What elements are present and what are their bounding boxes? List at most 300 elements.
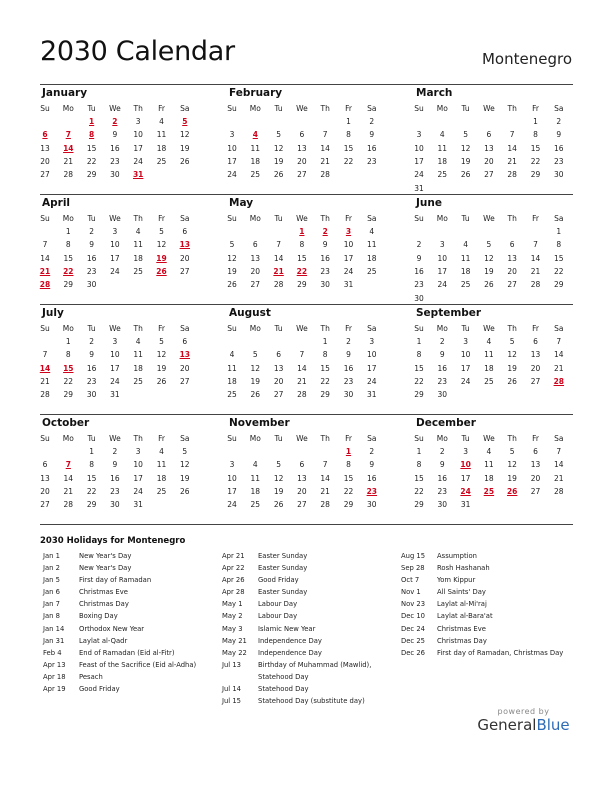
calendar-day: 23 xyxy=(437,376,448,386)
weekday-header: Su xyxy=(414,324,424,333)
holiday-date: May 2 xyxy=(222,612,243,621)
calendar-day: 20 xyxy=(507,266,517,276)
weekday-header: Mo xyxy=(436,434,448,443)
country-name: Montenegro xyxy=(481,50,572,68)
month-name: April xyxy=(42,197,71,209)
weekday-header: We xyxy=(296,104,308,113)
weekday-header: Tu xyxy=(461,214,470,223)
calendar-day: 23 xyxy=(320,266,330,276)
calendar-day: 3 xyxy=(463,337,468,346)
holiday-day: 22 xyxy=(63,266,74,276)
calendar-day: 27 xyxy=(530,486,541,496)
calendar-day: 23 xyxy=(437,486,448,496)
calendar-day: 4 xyxy=(229,350,235,360)
holiday-date: Apr 26 xyxy=(222,576,245,585)
holiday-name: First day of Ramadan xyxy=(79,576,152,585)
holiday-name: Rosh Hashanah xyxy=(437,564,490,573)
holiday-day: 28 xyxy=(39,280,51,290)
calendar-day: 4 xyxy=(369,227,375,236)
calendar-day: 7 xyxy=(42,240,48,250)
calendar-day: 8 xyxy=(556,240,562,250)
calendar-day: 25 xyxy=(437,170,448,180)
calendar-day: 7 xyxy=(42,350,48,360)
month-name: March xyxy=(416,87,453,99)
calendar-day: 25 xyxy=(484,376,494,386)
calendar-day: 14 xyxy=(507,143,517,153)
calendar-day: 14 xyxy=(297,363,307,373)
calendar-day: 25 xyxy=(367,266,377,276)
calendar-day: 30 xyxy=(86,280,97,290)
calendar-day: 9 xyxy=(112,130,118,140)
calendar-day: 17 xyxy=(367,363,377,373)
calendar-day: 28 xyxy=(40,390,50,400)
calendar-day: 20 xyxy=(250,266,261,276)
calendar-day: 13 xyxy=(530,350,541,360)
calendar-day: 6 xyxy=(42,460,48,470)
calendar-day: 14 xyxy=(40,253,50,263)
calendar-day: 12 xyxy=(180,460,190,470)
holiday-name: Islamic New Year xyxy=(258,624,316,633)
calendar-day: 18 xyxy=(227,376,237,386)
holiday-date: Dec 25 xyxy=(401,636,425,645)
holiday-name: Christmas Eve xyxy=(79,588,128,597)
holiday-name: Pesach xyxy=(79,672,103,681)
calendar-day: 24 xyxy=(133,486,143,496)
calendar-day: 10 xyxy=(133,130,143,140)
weekday-header: Su xyxy=(40,434,50,443)
calendar-day: 1 xyxy=(322,337,328,346)
weekday-header: Th xyxy=(320,324,330,333)
calendar-day: 16 xyxy=(554,143,564,153)
calendar-day: 28 xyxy=(320,170,330,180)
holiday-day: 21 xyxy=(273,266,284,276)
calendar-day: 27 xyxy=(507,280,517,290)
calendar-day: 1 xyxy=(65,337,71,346)
holiday-day: 22 xyxy=(296,266,308,276)
calendar-day: 2 xyxy=(439,447,445,456)
calendar-day: 13 xyxy=(507,253,517,263)
calendar-day: 21 xyxy=(530,266,541,276)
weekday-header: Th xyxy=(507,324,517,333)
holiday-day: 31 xyxy=(132,170,144,180)
calendar-day: 26 xyxy=(227,280,237,290)
weekday-header: Sa xyxy=(367,434,377,443)
calendar-day: 21 xyxy=(320,156,330,166)
weekday-header: Su xyxy=(414,434,424,443)
calendar-day: 19 xyxy=(156,363,167,373)
calendar-day: 16 xyxy=(367,473,377,483)
month-november xyxy=(227,414,402,524)
calendar-day: 28 xyxy=(554,486,564,496)
holiday-name: Labour Day xyxy=(258,612,298,621)
calendar-day: 2 xyxy=(369,117,375,126)
calendar-day: 17 xyxy=(437,266,448,276)
calendar-day: 28 xyxy=(273,280,284,290)
calendar-day: 30 xyxy=(437,500,448,510)
calendar-day: 24 xyxy=(437,280,448,290)
holiday-date: Jan 7 xyxy=(43,600,60,609)
calendar-day: 6 xyxy=(182,227,188,236)
calendar-day: 13 xyxy=(297,143,307,153)
calendar-day: 10 xyxy=(414,143,424,153)
calendar-day: 15 xyxy=(414,363,424,373)
holiday-date: Jul 13 xyxy=(222,660,242,669)
weekday-header: Fr xyxy=(532,104,539,113)
calendar-day: 26 xyxy=(484,280,494,290)
calendar-day: 21 xyxy=(507,156,517,166)
holiday-date: Dec 24 xyxy=(401,624,425,633)
calendar-day: 22 xyxy=(86,156,97,166)
holiday-name: Yom Kippur xyxy=(437,576,476,585)
calendar-day: 22 xyxy=(554,266,564,276)
months-grid xyxy=(40,84,573,525)
calendar-day: 15 xyxy=(343,143,354,153)
weekday-header: Su xyxy=(414,214,424,223)
calendar-day: 27 xyxy=(40,170,50,180)
weekday-header: Tu xyxy=(461,104,470,113)
weekday-header: Mo xyxy=(436,214,448,223)
calendar-day: 24 xyxy=(227,170,237,180)
calendar-day: 11 xyxy=(227,363,237,373)
calendar-day: 29 xyxy=(530,170,541,180)
holiday-day: 5 xyxy=(182,117,188,126)
calendar-day: 12 xyxy=(460,143,471,153)
calendar-day: 15 xyxy=(63,253,74,263)
holiday-day: 7 xyxy=(65,130,71,140)
calendar-day: 23 xyxy=(110,156,120,166)
calendar-day: 23 xyxy=(110,486,120,496)
calendar-day: 18 xyxy=(156,143,167,153)
calendar-day: 22 xyxy=(343,486,354,496)
calendar-day: 26 xyxy=(273,500,284,510)
holiday-day: 10 xyxy=(460,460,471,470)
holiday-name: Christmas Eve xyxy=(437,624,486,633)
calendar-day: 5 xyxy=(229,240,235,250)
holiday-date: Jul 14 xyxy=(222,685,242,694)
calendar-day: 20 xyxy=(484,156,494,166)
month-january xyxy=(40,84,215,194)
calendar-day: 20 xyxy=(40,486,50,496)
calendar-day: 30 xyxy=(110,170,120,180)
calendar-day: 26 xyxy=(180,486,190,496)
calendar-day: 18 xyxy=(133,253,143,263)
weekday-header: We xyxy=(483,104,495,113)
calendar-day: 2 xyxy=(89,227,94,236)
calendar-day: 7 xyxy=(276,240,281,250)
calendar-day: 4 xyxy=(159,117,164,126)
weekday-header: We xyxy=(483,214,495,223)
calendar-day: 5 xyxy=(463,130,468,140)
calendar-day: 24 xyxy=(110,376,120,386)
brand-name: GeneralBlue xyxy=(477,716,570,734)
calendar-day: 30 xyxy=(343,390,354,400)
calendar-day: 24 xyxy=(367,376,377,386)
weekday-header: Su xyxy=(227,324,237,333)
weekday-header: Sa xyxy=(180,104,190,113)
holiday-date: May 1 xyxy=(222,600,243,609)
calendar-day: 4 xyxy=(486,337,492,346)
calendar-day: 12 xyxy=(484,253,494,263)
calendar-day: 13 xyxy=(484,143,494,153)
calendar-day: 2 xyxy=(439,337,445,346)
calendar-day: 17 xyxy=(133,473,143,483)
calendar-day: 31 xyxy=(110,390,120,400)
calendar-day: 8 xyxy=(346,460,351,470)
weekday-header: Th xyxy=(133,434,143,443)
weekday-header: Fr xyxy=(532,434,539,443)
holiday-name: Boxing Day xyxy=(79,612,118,621)
powered-by: powered by xyxy=(497,707,550,716)
calendar-day: 19 xyxy=(507,363,517,373)
weekday-header: We xyxy=(109,104,121,113)
holiday-name: Independence Day xyxy=(258,648,322,657)
calendar-day: 2 xyxy=(416,240,422,250)
calendar-day: 11 xyxy=(133,350,143,360)
weekday-header: We xyxy=(109,324,121,333)
calendar-day: 18 xyxy=(437,156,448,166)
calendar-day: 22 xyxy=(414,486,424,496)
calendar-day: 25 xyxy=(156,486,167,496)
weekday-header: Su xyxy=(40,104,50,113)
calendar-day: 17 xyxy=(460,363,471,373)
calendar-day: 26 xyxy=(273,170,284,180)
calendar-day: 27 xyxy=(530,376,541,386)
calendar-day: 21 xyxy=(297,376,307,386)
calendar-day: 23 xyxy=(554,156,564,166)
calendar-day: 28 xyxy=(320,500,330,510)
calendar-day: 19 xyxy=(273,486,284,496)
calendar-day: 31 xyxy=(460,500,471,510)
calendar-day: 16 xyxy=(437,473,448,483)
weekday-header: Th xyxy=(133,214,143,223)
holiday-date: Jan 6 xyxy=(43,588,60,597)
holiday-date: Sep 28 xyxy=(401,564,425,573)
weekday-header: Th xyxy=(507,104,517,113)
holiday-day: 23 xyxy=(366,486,378,496)
month-june xyxy=(414,194,589,304)
calendar-day: 1 xyxy=(533,117,538,126)
calendar-day: 7 xyxy=(556,337,562,346)
month-february xyxy=(227,84,402,194)
weekday-header: Th xyxy=(320,434,330,443)
calendar-day: 6 xyxy=(276,350,281,360)
calendar-day: 3 xyxy=(439,240,445,250)
calendar-day: 31 xyxy=(133,500,143,510)
calendar-day: 12 xyxy=(180,130,190,140)
holiday-date: Dec 10 xyxy=(401,612,425,621)
month-name: August xyxy=(229,307,271,319)
calendar-day: 9 xyxy=(112,460,118,470)
calendar-day: 31 xyxy=(367,390,377,400)
weekday-header: Sa xyxy=(180,324,190,333)
holiday-date: May 21 xyxy=(222,636,247,645)
calendar-day: 14 xyxy=(320,473,330,483)
calendar-day: 7 xyxy=(556,447,562,456)
weekday-header: Tu xyxy=(274,104,283,113)
calendar-day: 23 xyxy=(86,376,97,386)
holiday-date: May 22 xyxy=(222,648,247,657)
weekday-header: We xyxy=(109,434,121,443)
weekday-header: Mo xyxy=(62,104,74,113)
calendar-day: 29 xyxy=(320,390,330,400)
calendar-day: 10 xyxy=(227,473,237,483)
weekday-header: Tu xyxy=(274,324,283,333)
month-name: September xyxy=(416,307,482,319)
calendar-day: 16 xyxy=(414,266,424,276)
holiday-name: Statehood Day xyxy=(258,672,309,681)
weekday-header: Th xyxy=(320,104,330,113)
calendar-day: 24 xyxy=(414,170,424,180)
calendar-day: 7 xyxy=(533,240,538,250)
calendar-day: 6 xyxy=(533,447,538,456)
holiday-name: New Year's Day xyxy=(79,552,132,560)
holiday-date: Jan 31 xyxy=(43,636,65,645)
page-title: 2030 Calendar xyxy=(40,36,235,67)
holiday-name: End of Ramadan (Eid al-Fitr) xyxy=(79,648,175,657)
holiday-date: Apr 18 xyxy=(43,672,66,681)
calendar-day: 26 xyxy=(250,390,261,400)
calendar-day: 3 xyxy=(463,447,468,456)
weekday-header: Mo xyxy=(62,434,74,443)
calendar-day: 6 xyxy=(299,460,305,470)
calendar-day: 10 xyxy=(460,350,471,360)
weekday-header: Mo xyxy=(436,104,448,113)
calendar-day: 14 xyxy=(273,253,284,263)
calendar-day: 12 xyxy=(156,350,167,360)
month-april xyxy=(40,194,215,304)
calendar-day: 13 xyxy=(40,473,50,483)
calendar-day: 29 xyxy=(343,500,354,510)
calendar-day: 16 xyxy=(320,253,330,263)
calendar-day: 18 xyxy=(460,266,471,276)
calendar-day: 6 xyxy=(252,240,258,250)
calendar-day: 22 xyxy=(320,376,330,386)
calendar-day: 29 xyxy=(63,390,74,400)
holiday-date: Dec 26 xyxy=(401,648,425,657)
holiday-name: Orthodox New Year xyxy=(79,624,145,633)
calendar-day: 20 xyxy=(40,156,50,166)
holiday-name: Good Friday xyxy=(258,576,299,585)
holiday-date: Jan 1 xyxy=(43,552,60,560)
calendar-day: 20 xyxy=(530,363,541,373)
weekday-header: We xyxy=(296,214,308,223)
holiday-name: Good Friday xyxy=(79,685,120,694)
calendar-day: 9 xyxy=(89,240,94,250)
calendar-day: 31 xyxy=(414,183,424,193)
weekday-header: Th xyxy=(320,214,330,223)
calendar-day: 1 xyxy=(65,227,71,236)
calendar-day: 31 xyxy=(343,280,354,290)
calendar-day: 13 xyxy=(530,460,541,470)
calendar-day: 22 xyxy=(343,156,354,166)
holiday-name: Statehood Day (substitute day) xyxy=(258,697,365,706)
calendar-day: 25 xyxy=(133,376,143,386)
weekday-header: Th xyxy=(507,434,517,443)
weekday-header: Th xyxy=(133,324,143,333)
holiday-day: 1 xyxy=(88,117,95,126)
calendar-day: 11 xyxy=(460,253,471,263)
calendar-day: 12 xyxy=(273,143,284,153)
calendar-day: 21 xyxy=(63,156,74,166)
calendar-day: 5 xyxy=(159,227,164,236)
calendar-day: 9 xyxy=(346,350,351,360)
calendar-day: 20 xyxy=(180,253,190,263)
holiday-day: 1 xyxy=(299,227,305,236)
calendar-day: 24 xyxy=(460,376,471,386)
calendar-day: 6 xyxy=(182,337,188,346)
calendar-day: 14 xyxy=(554,350,564,360)
holiday-day: 24 xyxy=(460,486,471,496)
calendar-day: 11 xyxy=(250,473,261,483)
calendar-day: 15 xyxy=(297,253,307,263)
holiday-date: Apr 28 xyxy=(222,588,245,597)
weekday-header: We xyxy=(109,214,121,223)
calendar-day: 18 xyxy=(367,253,377,263)
holiday-day: 13 xyxy=(179,240,191,250)
calendar-day: 28 xyxy=(507,170,517,180)
month-name: June xyxy=(416,197,442,209)
weekday-header: We xyxy=(296,324,308,333)
calendar-day: 12 xyxy=(250,363,261,373)
calendar-day: 17 xyxy=(460,473,471,483)
weekday-header: Su xyxy=(40,214,50,223)
calendar-day: 26 xyxy=(180,156,190,166)
calendar-day: 18 xyxy=(156,473,167,483)
calendar-day: 9 xyxy=(369,130,375,140)
weekday-header: We xyxy=(483,434,495,443)
calendar-day: 30 xyxy=(414,293,424,303)
weekday-header: Sa xyxy=(554,434,564,443)
calendar-day: 3 xyxy=(112,337,118,346)
calendar-day: 17 xyxy=(133,143,143,153)
weekday-header: Mo xyxy=(249,434,261,443)
weekday-header: Su xyxy=(414,104,424,113)
calendar-day: 22 xyxy=(86,486,97,496)
calendar-day: 30 xyxy=(367,500,377,510)
calendar-day: 5 xyxy=(182,447,188,456)
holiday-date: Aug 15 xyxy=(401,552,426,560)
holiday-name: All Saints' Day xyxy=(437,588,486,597)
calendar-day: 10 xyxy=(110,350,120,360)
calendar-day: 21 xyxy=(40,376,50,386)
calendar-day: 19 xyxy=(180,143,190,153)
calendar-day: 10 xyxy=(110,240,120,250)
calendar-day: 11 xyxy=(156,460,167,470)
calendar-day: 21 xyxy=(320,486,330,496)
calendar-day: 16 xyxy=(110,473,120,483)
weekday-header: Sa xyxy=(367,104,377,113)
calendar-day: 21 xyxy=(554,473,564,483)
calendar-day: 19 xyxy=(507,473,517,483)
calendar-day: 13 xyxy=(40,143,50,153)
calendar-day: 4 xyxy=(135,337,141,346)
weekday-header: Sa xyxy=(367,324,377,333)
calendar-day: 8 xyxy=(89,460,94,470)
calendar-day: 25 xyxy=(156,156,167,166)
calendar-day: 28 xyxy=(63,170,74,180)
calendar-day: 12 xyxy=(507,350,517,360)
month-may xyxy=(227,194,402,304)
calendar-day: 26 xyxy=(156,376,167,386)
holiday-day: 8 xyxy=(88,130,95,140)
calendar-day: 29 xyxy=(86,170,97,180)
calendar-day: 18 xyxy=(250,156,261,166)
calendar-day: 8 xyxy=(346,130,351,140)
calendar-day: 5 xyxy=(509,337,515,346)
calendar-day: 4 xyxy=(135,227,141,236)
calendar-day: 25 xyxy=(133,266,143,276)
holiday-day: 7 xyxy=(65,460,71,470)
